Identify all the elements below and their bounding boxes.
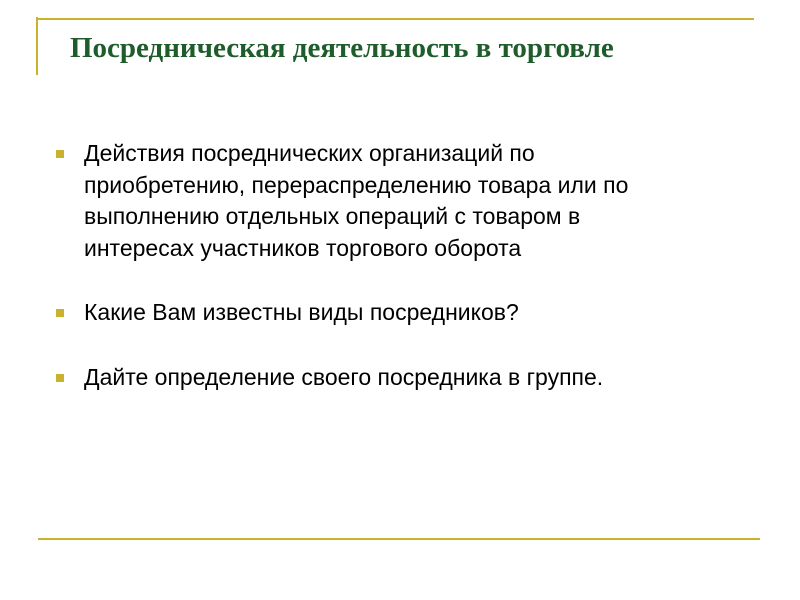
top-rule	[38, 18, 754, 20]
bullet-line: Какие Вам известны виды посредников?	[84, 299, 519, 325]
slide-title: Посредническая деятельность в торговле	[70, 32, 614, 64]
bullet-question	[50, 297, 750, 329]
square-bullet-icon	[56, 150, 64, 158]
bullet-line: Дайте определение своего посредника в группе.	[84, 363, 604, 390]
bullet-list	[50, 138, 750, 393]
bullet-line: выполнению отдельных операций с товаром в	[84, 203, 581, 229]
bullet-line: приобретению, перераспределению товара или по	[84, 171, 629, 198]
bullet-task	[50, 362, 750, 394]
square-bullet-icon	[56, 309, 64, 317]
left-rule	[36, 17, 38, 75]
bottom-rule	[38, 538, 760, 540]
bullet-line: Действия посреднических организаций по	[84, 140, 535, 166]
bullet-definition	[50, 138, 750, 264]
bullet-line: интересах участников торгового оборота	[84, 234, 522, 261]
square-bullet-icon	[56, 374, 64, 382]
